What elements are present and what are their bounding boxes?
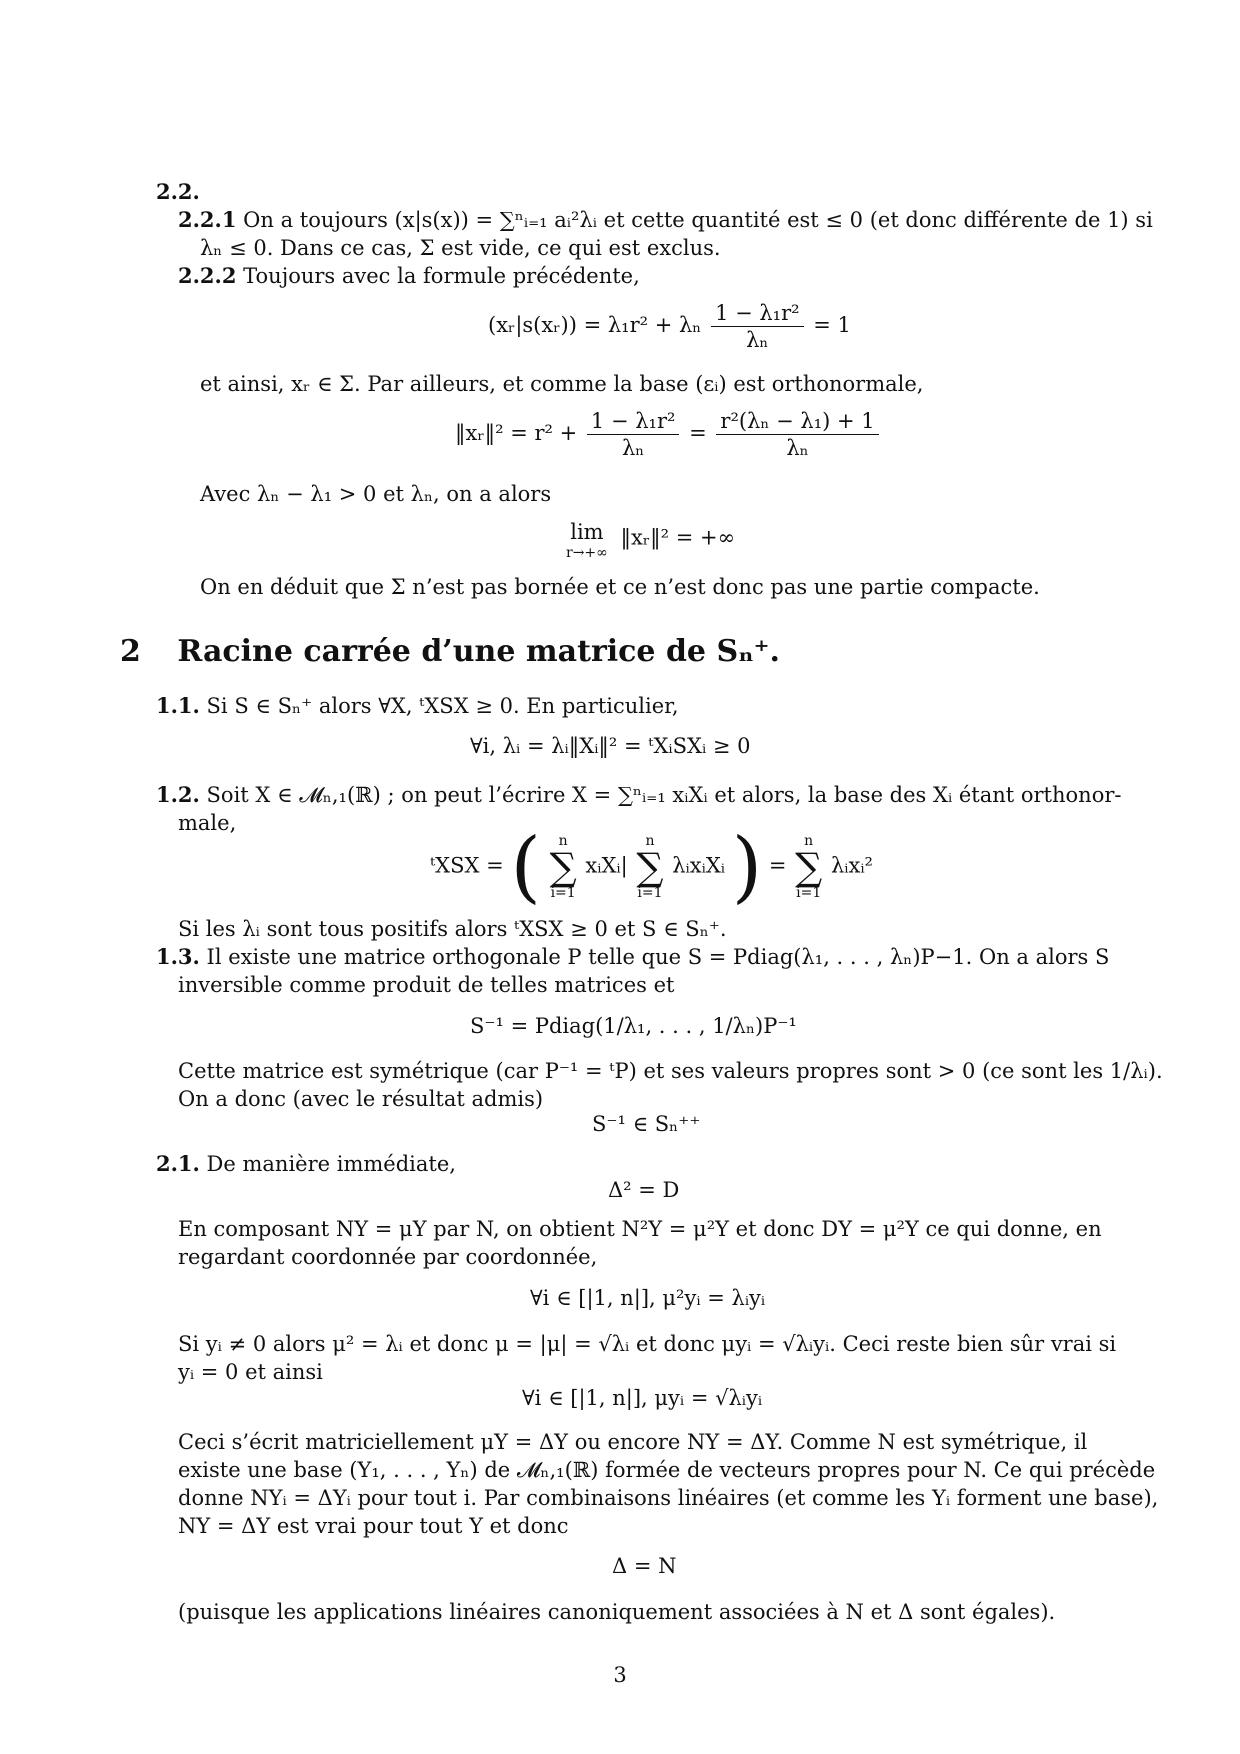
text-line: Il existe une matrice orthogonale P telle que S = Pdiag(λ₁, . . . , λₙ)P−1. On a alors S (206, 945, 1110, 969)
fraction (711, 300, 804, 353)
equation-8: Δ² = D (608, 1178, 680, 1202)
equation-6: S⁻¹ = Pdiag(1/λ₁, . . . , 1/λₙ)P⁻¹ (470, 1014, 797, 1038)
sum-lower: i=1 (796, 885, 822, 901)
paragraph-1-3 (156, 943, 1109, 971)
paragraph-2-1 (156, 1150, 456, 1178)
equation-part: ᵗXSX = (430, 853, 504, 878)
equation-part: ‖xᵣ‖² = r² + (455, 421, 578, 445)
item-number: 1.1. (156, 693, 200, 718)
fraction (716, 408, 878, 461)
sum-lower: i=1 (637, 885, 663, 901)
left-paren: ( (510, 822, 541, 912)
paragraph-1-2 (156, 781, 1121, 809)
equation-part: = 1 (813, 313, 851, 337)
sigma-icon: ∑ (549, 845, 577, 889)
subsection-heading: 2.2. (156, 179, 200, 204)
text-line: male, (178, 811, 237, 835)
text-line: Soit X ∈ 𝓜ₙ,₁(ℝ) ; on peut l’écrire X = ∑ⁿᵢ₌₁ xᵢXᵢ et alors, la base des Xᵢ étant orthonor- (206, 783, 1122, 807)
text-line: NY = ΔY est vrai pour tout Y et donc (178, 1514, 569, 1538)
sigma-icon: ∑ (636, 845, 664, 889)
numerator: 1 − λ₁r² (587, 408, 680, 435)
item-number: 2.2.1 (178, 207, 237, 232)
paragraph-2-2-2 (178, 262, 640, 290)
equation-4: ∀i, λᵢ = λᵢ‖Xᵢ‖² = ᵗXᵢSXᵢ ≥ 0 (470, 734, 751, 758)
text-line: regardant coordonnée par coordonnée, (178, 1245, 598, 1269)
text-line: existe une base (Y₁, . . . , Yₙ) de 𝓜ₙ,₁(ℝ) formée de vecteurs propres pour N. Ce qui précède (178, 1458, 1156, 1482)
text-line: (puisque les applications linéaires canoniquement associées à N et Δ sont égales). (178, 1600, 1056, 1624)
sum-upper: n (804, 833, 814, 849)
equation-3 (566, 518, 735, 560)
item-number: 2.1. (156, 1151, 200, 1176)
equation-part: ‖xᵣ‖² = +∞ (620, 525, 736, 550)
equation-7: S⁻¹ ∈ Sₙ⁺⁺ (592, 1112, 701, 1136)
equation-part: xᵢXᵢ| (585, 853, 628, 878)
text-line: De manière immédiate, (206, 1152, 456, 1176)
limit-label: lim (570, 520, 604, 544)
text-line: On en déduit que Σ n’est pas bornée et ce n’est donc pas une partie compacte. (200, 575, 1040, 599)
equation-part: = (768, 853, 787, 878)
text-line: Cette matrice est symétrique (car P⁻¹ = ᵗP) et ses valeurs propres sont > 0 (ce sont les 1/λᵢ). (178, 1059, 1163, 1083)
page-number: 3 (613, 1663, 627, 1687)
limit-subscript: r→+∞ (566, 545, 608, 561)
paragraph-2-2-1 (178, 206, 1153, 234)
text-line: Avec λₙ − λ₁ > 0 et λₙ, on a alors (200, 482, 552, 506)
text-line: Si les λᵢ sont tous positifs alors ᵗXSX ≥ 0 et S ∈ Sₙ⁺. (178, 917, 727, 941)
sum-operator (795, 834, 822, 900)
sigma-icon: ∑ (795, 845, 823, 889)
equation-9: ∀i ∈ [|1, n|], μ²yᵢ = λᵢyᵢ (530, 1286, 766, 1310)
equation-1 (488, 300, 851, 353)
text-line: On a donc (avec le résultat admis) (178, 1087, 544, 1111)
text-line: On a toujours (x|s(x)) = ∑ⁿᵢ₌₁ aᵢ²λᵢ et cette quantité est ≤ 0 (et donc différente de 1) si (243, 208, 1153, 232)
item-number: 2.2.2 (178, 263, 237, 288)
item-number: 1.3. (156, 944, 200, 969)
item-number: 1.2. (156, 782, 200, 807)
text-line: donne NYᵢ = ΔYᵢ pour tout i. Par combinaisons linéaires (et comme les Yᵢ forment une base), (178, 1486, 1159, 1510)
right-paren: ) (731, 822, 763, 912)
sum-upper: n (645, 833, 655, 849)
text-line: En composant NY = μY par N, on obtient N²Y = μ²Y et donc DY = μ²Y ce qui donne, en (178, 1217, 1102, 1241)
equation-part: λᵢxᵢXᵢ (672, 853, 726, 878)
section-heading (120, 633, 780, 671)
text-line: Toujours avec la formule précédente, (243, 264, 640, 288)
limit-operator (566, 518, 608, 560)
equation-part: λᵢxᵢ² (830, 853, 873, 878)
numerator: 1 − λ₁r² (711, 300, 804, 327)
fraction (587, 408, 680, 461)
denominator: λₙ (621, 436, 645, 460)
denominator: λₙ (746, 328, 769, 352)
equation-5 (430, 822, 873, 912)
text-line: et ainsi, xᵣ ∈ Σ. Par ailleurs, et comme la base (εᵢ) est orthonormale, (200, 372, 924, 396)
equation-part: (xᵣ|s(xᵣ)) = λ₁r² + λₙ (488, 313, 702, 337)
text-line: yᵢ = 0 et ainsi (178, 1360, 323, 1384)
text-line: Ceci s’écrit matriciellement μY = ΔY ou encore NY = ΔY. Comme N est symétrique, il (178, 1430, 1088, 1454)
equation-2 (455, 408, 882, 461)
denominator: λₙ (786, 436, 809, 460)
text-line: Si S ∈ Sₙ⁺ alors ∀X, ᵗXSX ≥ 0. En particulier, (206, 694, 679, 718)
numerator: r²(λₙ − λ₁) + 1 (716, 408, 878, 435)
section-title: Racine carrée d’une matrice de Sₙ⁺. (177, 634, 780, 669)
sum-operator (636, 834, 663, 900)
text-line: inversible comme produit de telles matrices et (178, 973, 675, 997)
text-line: Si yᵢ ≠ 0 alors μ² = λᵢ et donc μ = |μ| = √λᵢ et donc μyᵢ = √λᵢyᵢ. Ceci reste bien sûr vrai si (178, 1332, 1117, 1356)
sum-operator (550, 834, 577, 900)
equation-11: Δ = N (612, 1554, 677, 1578)
equation-10: ∀i ∈ [|1, n|], μyᵢ = √λᵢyᵢ (522, 1386, 763, 1410)
equation-part: = (689, 421, 707, 445)
paragraph-1-1 (156, 692, 679, 720)
text-line: λₙ ≤ 0. Dans ce cas, Σ est vide, ce qui est exclus. (200, 236, 721, 260)
sum-lower: i=1 (550, 885, 576, 901)
sum-upper: n (558, 833, 568, 849)
section-number: 2 (120, 634, 141, 669)
